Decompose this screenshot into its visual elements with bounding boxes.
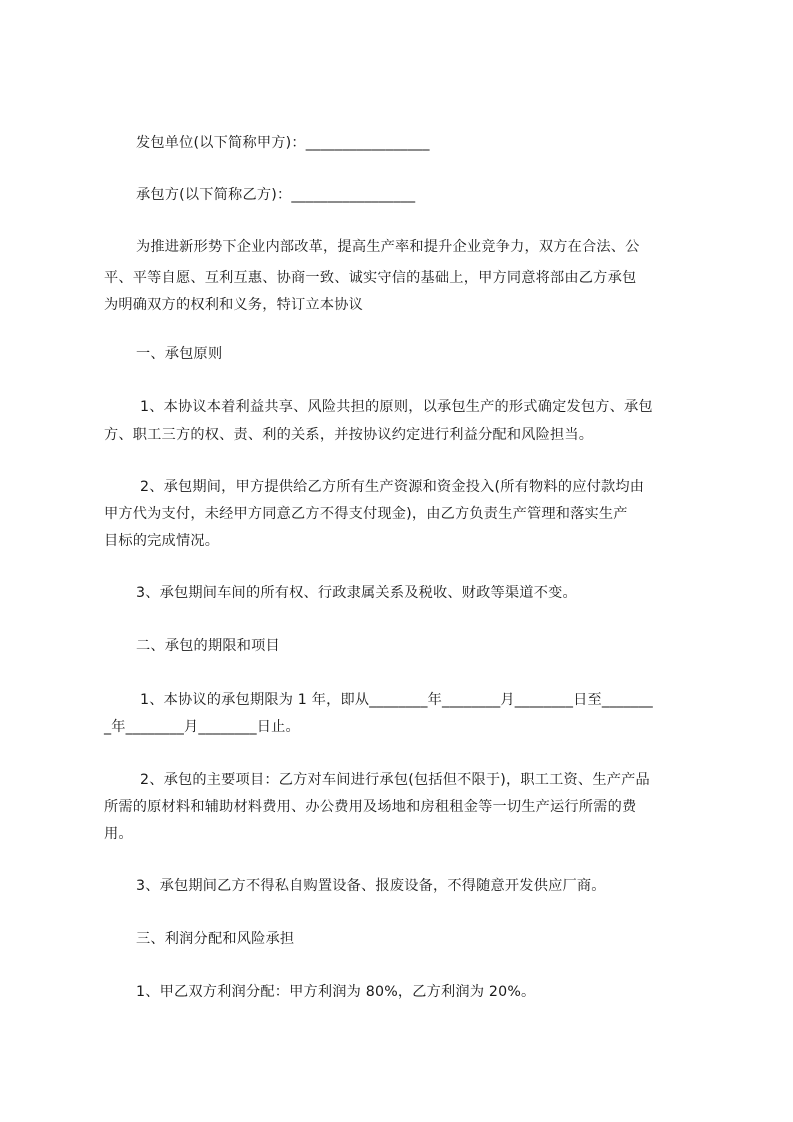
clause-line: 2、承包期间，甲方提供给乙方所有生产资源和资金投入(所有物料的应付款均由 (140, 479, 645, 495)
clause-line: 方、职工三方的权、责、利的关系，并按协议约定进行利益分配和风险担当。 (104, 427, 594, 443)
clause-line: 目标的完成情况。 (104, 533, 220, 549)
clause-line: 3、承包期间车间的所有权、行政隶属关系及税收、财政等渠道不变。 (136, 585, 577, 601)
section-heading: 一、承包原则 (136, 346, 223, 362)
intro-line: 平、平等自愿、互利互惠、协商一致、诚实守信的基础上，甲方同意将部由乙方承包 (104, 270, 637, 286)
intro-line: 为明确双方的权利和义务，特订立本协议 (104, 297, 363, 313)
intro-line: 为推进新形势下企业内部改革，提高生产率和提升企业竞争力，双方在合法、公 (136, 239, 640, 255)
clause-line: 1、本协议的承包期限为 1 年，即从________年________月________日至_______ (140, 692, 653, 708)
clause-line: 3、承包期间乙方不得私自购置设备、报废设备，不得随意开发供应厂商。 (136, 878, 606, 894)
clause-line: 2、承包的主要项目：乙方对车间进行承包(包括但不限于)，职工工资、生产产品 (140, 772, 650, 788)
clause-line: 甲方代为支付，未经甲方同意乙方不得支付现金)，由乙方负责生产管理和落实生产 (104, 506, 628, 522)
clause-line: _年________月________日止。 (104, 719, 300, 735)
section-heading: 三、利润分配和风险承担 (136, 931, 295, 947)
party-a-line: 发包单位(以下简称甲方)：_________________ (136, 135, 430, 151)
clause-line: 所需的原材料和辅助材料费用、办公费用及场地和房租租金等一切生产运行所需的费 (104, 799, 637, 815)
clause-line: 1、本协议本着利益共享、风险共担的原则，以承包生产的形式确定发包方、承包 (140, 399, 653, 415)
section-heading: 二、承包的期限和项目 (136, 638, 280, 654)
clause-line: 用。 (104, 826, 133, 842)
party-b-line: 承包方(以下简称乙方)：_________________ (136, 187, 416, 203)
clause-line: 1、甲乙双方利润分配：甲方利润为 80%，乙方利润为 20%。 (136, 984, 536, 1000)
